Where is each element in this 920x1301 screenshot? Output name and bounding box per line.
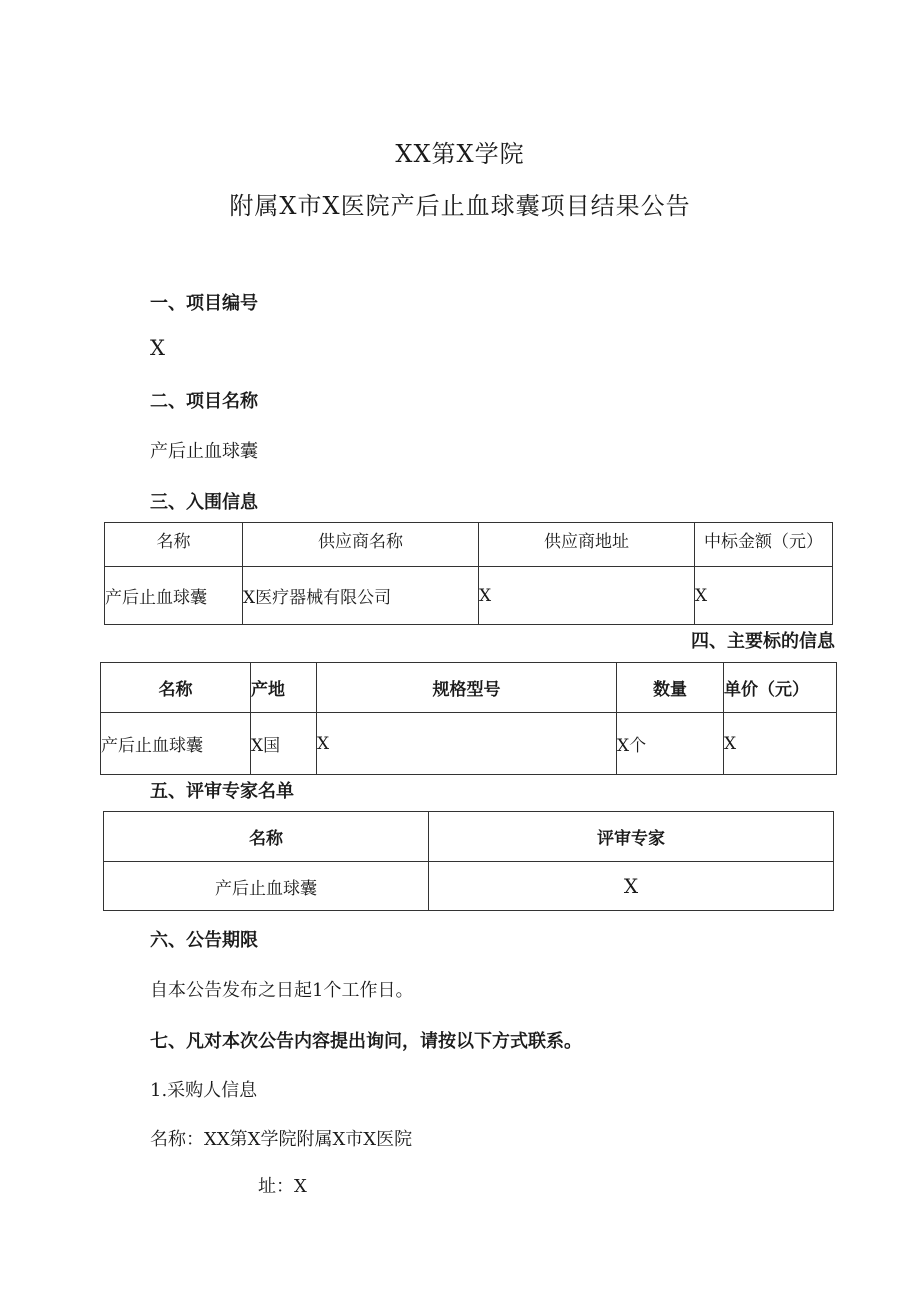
buyer-name: 名称：XX第X学院附属X市X医院: [150, 1129, 413, 1150]
items-cell-quantity: X个: [617, 713, 724, 775]
table-row: [105, 567, 833, 625]
section-experts-heading: 五、评审专家名单: [150, 781, 294, 802]
project-name-value: 产后止血球囊: [150, 441, 258, 462]
items-cell-name: 产后止血球囊: [101, 713, 251, 775]
award-table: [104, 522, 833, 625]
award-cell-address: X: [479, 567, 695, 625]
section-project-number-heading: 一、项目编号: [150, 293, 258, 314]
experts-cell-expert: X: [429, 862, 834, 911]
items-header-spec: 规格型号: [317, 663, 617, 713]
award-cell-supplier: X医疗器械有限公司: [243, 567, 479, 625]
items-table: [100, 662, 837, 775]
section-main-items-heading: 四、主要标的信息: [691, 631, 835, 652]
table-row: [104, 862, 834, 911]
section-project-name-heading: 二、项目名称: [150, 391, 258, 412]
items-header-quantity: 数量: [617, 663, 724, 713]
buyer-info-heading: 1.采购人信息: [150, 1080, 258, 1101]
items-table-header-row: [101, 663, 837, 713]
table-row: [101, 713, 837, 775]
experts-table: [103, 811, 834, 911]
section-announcement-period-heading: 六、公告期限: [150, 930, 258, 951]
award-header-amount: 中标金额（元）: [695, 523, 833, 567]
items-header-unit-price: 单价（元）: [724, 663, 837, 713]
experts-cell-name: 产后止血球囊: [104, 862, 429, 911]
document-title-line1: XX第X学院: [395, 140, 525, 168]
award-header-supplier: 供应商名称: [243, 523, 479, 567]
items-header-origin: 产地: [251, 663, 317, 713]
experts-header-name: 名称: [104, 812, 429, 862]
project-number-value: X: [150, 336, 165, 360]
announcement-period-value: 自本公告发布之日起1个工作日。: [150, 980, 414, 1001]
document-title-line2: 附属X市X医院产后止血球囊项目结果公告: [229, 192, 691, 220]
items-cell-unit-price: X: [724, 713, 837, 775]
experts-header-expert: 评审专家: [429, 812, 834, 862]
buyer-address: 址：X: [258, 1176, 307, 1197]
award-cell-amount: X: [695, 567, 833, 625]
items-header-name: 名称: [101, 663, 251, 713]
items-cell-origin: X国: [251, 713, 317, 775]
award-cell-name: 产后止血球囊: [105, 567, 243, 625]
award-header-name: 名称: [105, 523, 243, 567]
experts-table-header-row: [104, 812, 834, 862]
items-cell-spec: X: [317, 713, 617, 775]
award-header-address: 供应商地址: [479, 523, 695, 567]
section-contact-heading: 七、凡对本次公告内容提出询问，请按以下方式联系。: [150, 1031, 582, 1052]
award-table-header-row: [105, 523, 833, 567]
section-award-info-heading: 三、入围信息: [150, 492, 258, 513]
